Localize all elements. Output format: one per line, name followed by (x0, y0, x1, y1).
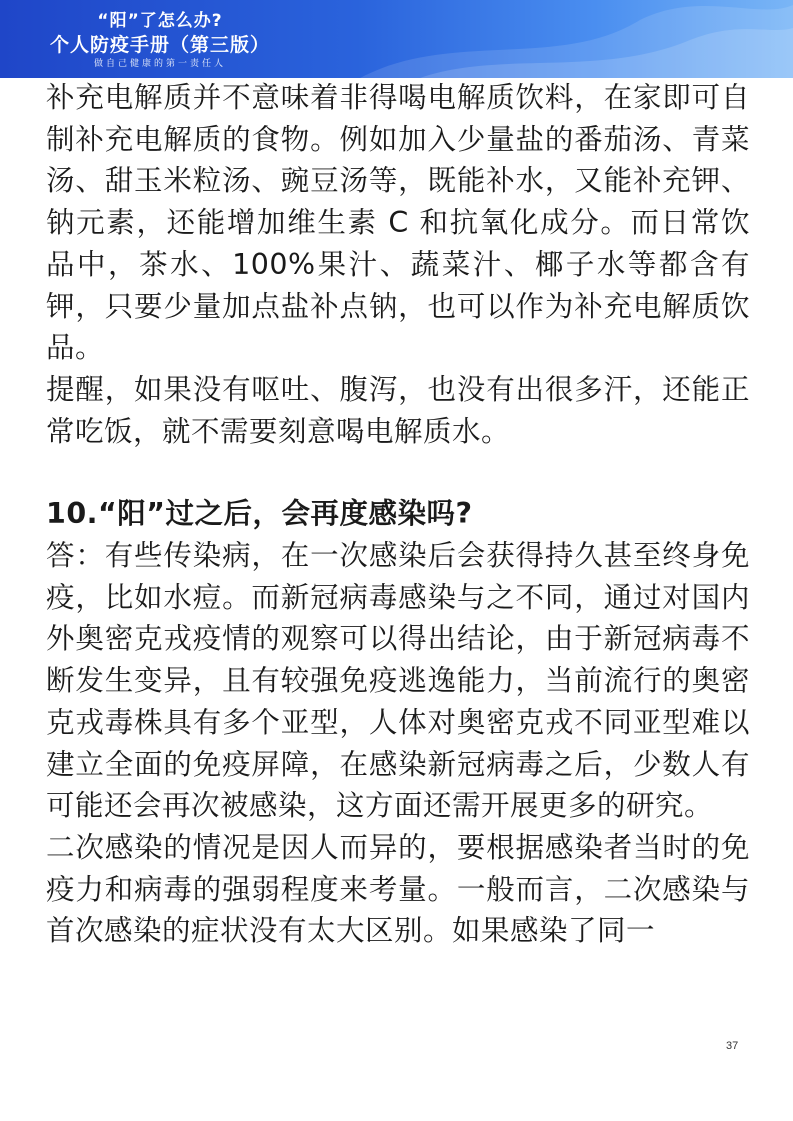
header-banner (0, 0, 793, 78)
paragraph-electrolyte-diet: 补充电解质并不意味着非得喝电解质饮料，在家即可自制补充电解质的食物。例如加入少量盐的番茄汤、青菜汤、甜玉米粒汤、豌豆汤等，既能补水，又能补充钾、钠元素，还能增加维生素 C 和抗氧化成分。而日常饮品中，茶水、100%果汁、蔬菜汁、椰子水等都含有钾，只要少量加点盐补点钠，也可以作为补充电解质饮品。 (46, 81, 750, 365)
section-heading-reinfection: 10.“阳”过之后，会再度感染吗? (46, 497, 473, 531)
section-spacer (46, 452, 750, 493)
paragraph-reminder: 提醒，如果没有呕吐、腹泻，也没有出很多汗，还能正常吃饭，就不需要刻意喝电解质水。 (46, 372, 750, 448)
page-body (46, 77, 750, 952)
header-title-line1: “阳”了怎么办? (97, 11, 223, 31)
page-number: 37 (726, 1040, 739, 1052)
header-tagline: 做自己健康的第一责任人 (93, 59, 226, 69)
paragraph-second-infection: 二次感染的情况是因人而异的，要根据感染者当时的免疫力和病毒的强弱程度来考量。一般而言，二次感染与首次感染的症状没有太大区别。如果感染了同一 (46, 830, 750, 948)
header-title-line2: 个人防疫手册（第三版） (49, 34, 270, 56)
paragraph-answer: 答：有些传染病，在一次感染后会获得持久甚至终身免疫，比如水痘。而新冠病毒感染与之不同，通过对国内外奥密克戎疫情的观察可以得出结论，由于新冠病毒不断发生变异，且有较强免疫逃逸能力，当前流行的奥密克戎毒株具有多个亚型，人体对奥密克戎不同亚型难以建立全面的免疫屏障，在感染新冠病毒之后，少数人有可能还会再次被感染，这方面还需开展更多的研究。 (46, 539, 750, 823)
